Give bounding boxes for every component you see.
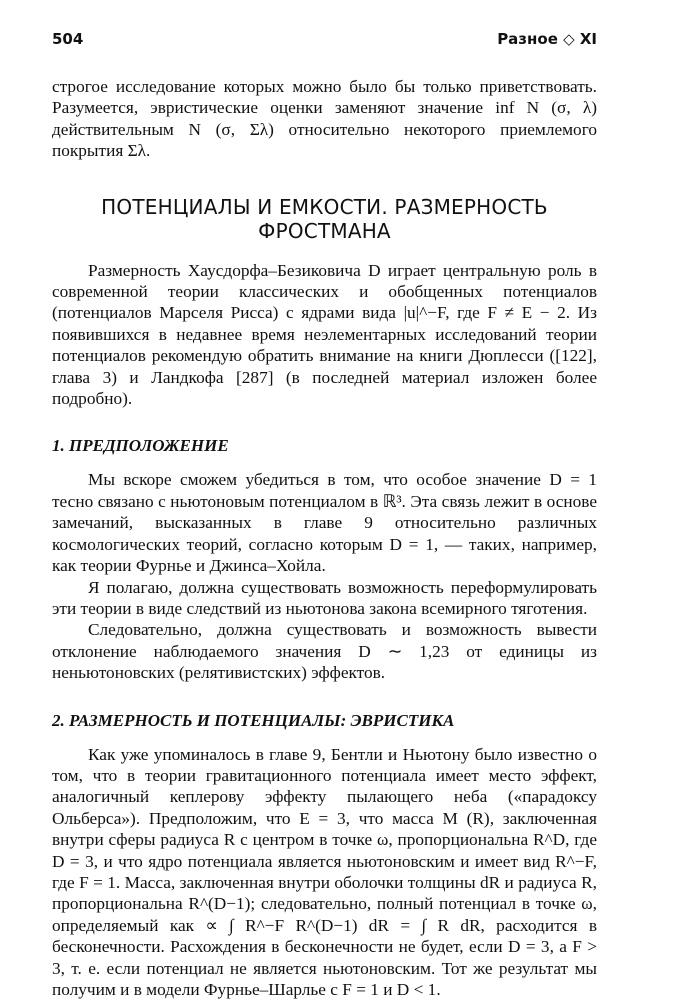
- chapter-title-line-1: ПОТЕНЦИАЛЫ И ЕМКОСТИ. РАЗМЕРНОСТЬ: [101, 194, 548, 219]
- running-head: [52, 30, 597, 54]
- section-1-heading: 1. ПРЕДПОЛОЖЕНИЕ: [52, 436, 229, 456]
- chapter-title-line-2: ФРОСТМАНА: [258, 218, 391, 243]
- section-1-paragraph-3: Следовательно, должна существовать и возможность вывести отклонение наблюдаемого значения D ∼ 1,23 от единицы из неньютоновских (релятивистских) эффектов.: [52, 620, 597, 683]
- running-title: Разное ◇ XI: [497, 30, 597, 48]
- section-1-paragraph-2: Я полагаю, должна существовать возможность переформулировать эти теории в виде следствий из ньютонова закона всемирного тяготения.: [52, 577, 597, 618]
- book-page: [52, 30, 597, 1000]
- intro-paragraph: строгое исследование которых можно было бы только приветствовать. Разумеется, эвристические оценки заменяют значение inf N (σ, λ) действительным N (σ, Σλ) относительно некоторого приемлемого покрытия Σλ.: [52, 77, 597, 161]
- chapter-title: [52, 195, 597, 243]
- chapter-intro-paragraph: Размерность Хаусдорфа–Безиковича D играет центральную роль в современной теории классических и обобщенных потенциалов (потенциалов Марселя Рисса) с ядрами вида |u|^−F, где F ≠ E − 2. Из появившихся в недавнее время неэлементарных исследований теории потенциалов рекомендую обратить внимание на книги Дюплесси ([122], глава 3) и Ландкофа [287] (в последней материал изложен более подробно).: [52, 260, 597, 409]
- section-2-heading: 2. РАЗМЕРНОСТЬ И ПОТЕНЦИАЛЫ: ЭВРИСТИКА: [52, 710, 455, 730]
- page-number: 504: [52, 30, 84, 48]
- section-2-paragraph: Как уже упоминалось в главе 9, Бентли и Ньютону было известно о том, что в теории гравитационного потенциала имеет место эффект, аналогичный кеплерову эффекту пылающего неба («парадоксу Ольберса»). Предположим, что E = 3, что масса M (R), заключенная внутри сферы радиуса R с центром в точке ω, пропорциональна R^D, где D = 3, и что ядро потенциала является ньютоновским и имеет вид R^−F, где F = 1. Масса, заключенная внутри оболочки толщины dR и радиуса R, пропорциональна R^(D−1); следовательно, полный потенциал в точке ω, определяемый как ∝ ∫ R^−F R^(D−1) dR = ∫ R dR, расходится в бесконечности. Расхождения в бесконечности не будет, если D = 3, а F > 3, т. е. если потенциал не является ньютоновским. Тот же результат мы получим и в модели Фурнье–Шарлье с F = 1 и D < 1.: [52, 744, 597, 999]
- section-1-paragraph-1: Мы вскоре сможем убедиться в том, что особое значение D = 1 тесно связано с ньютоновым потенциалом в ℝ³. Эта связь лежит в основе замечаний, высказанных в главе 9 относительно различных космологических теорий, согласно которым D = 1, — таких, например, как теории Фурнье и Джинса–Хойла.: [52, 470, 597, 576]
